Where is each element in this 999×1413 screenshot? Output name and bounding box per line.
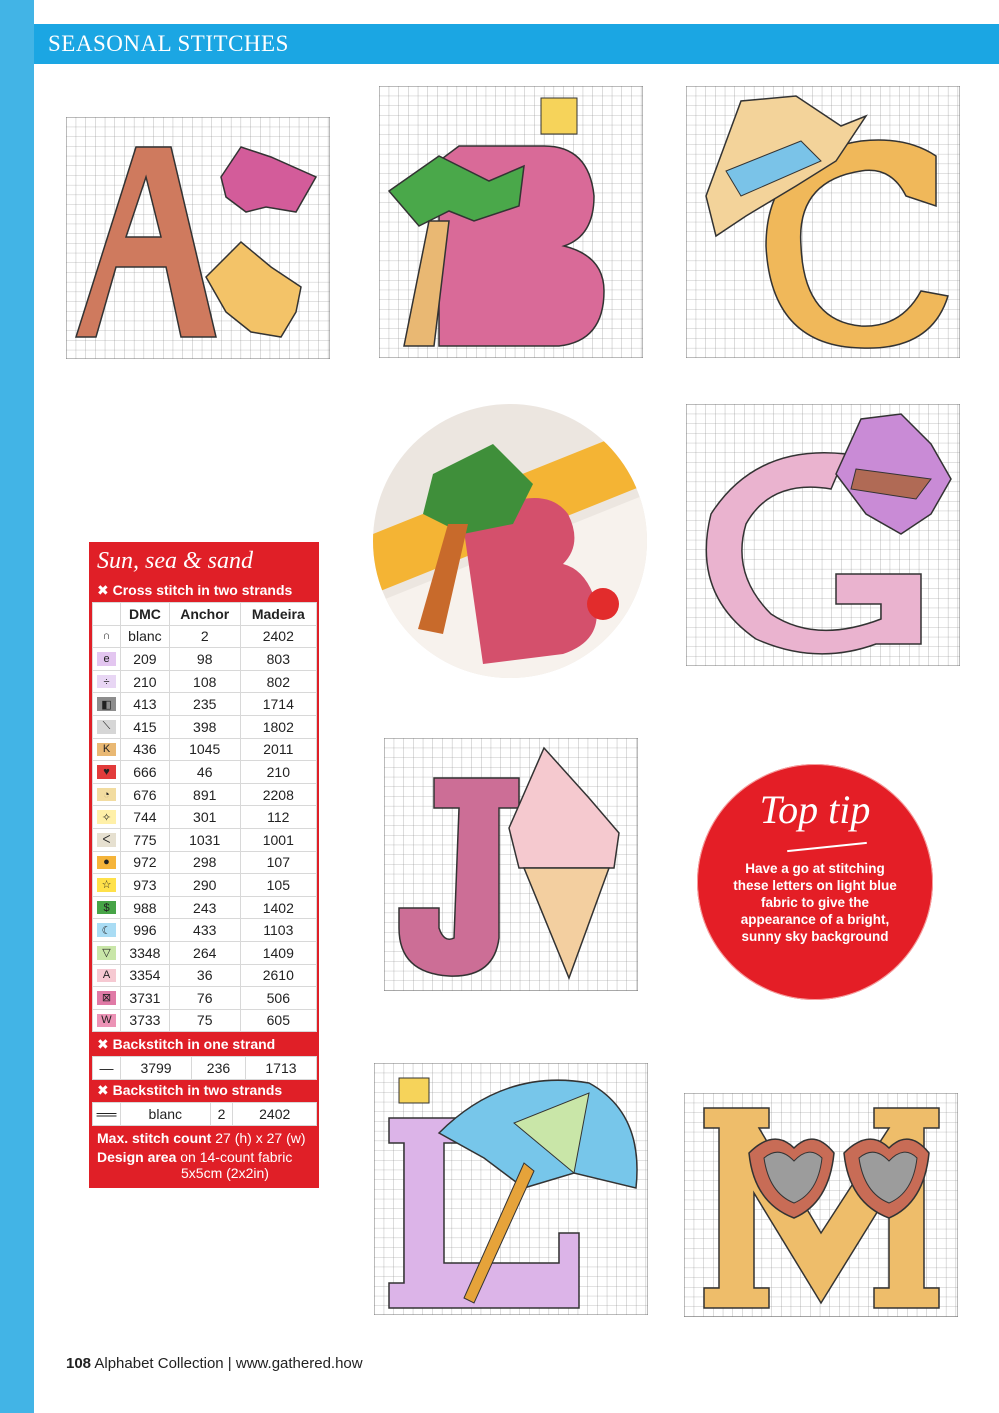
anchor-cell: 301 <box>169 806 240 829</box>
symbol-cell: ⊠ <box>93 987 121 1010</box>
backstitch-two-heading: ✖ Backstitch in two strands <box>97 1082 283 1098</box>
sun-shape <box>541 98 577 134</box>
symbol-cell: ◧ <box>93 693 121 716</box>
symbol-column-header <box>93 603 121 626</box>
backstitch-one-heading: ✖ Backstitch in one strand <box>97 1036 276 1052</box>
anchor-cell: 433 <box>169 919 240 942</box>
table-row <box>93 941 317 964</box>
table-row <box>93 851 317 874</box>
dmc-cell: 3733 <box>121 1009 170 1032</box>
max-stitch-count <box>97 1130 306 1146</box>
madeira-cell: 2011 <box>240 738 316 761</box>
symbol-cell: K <box>93 738 121 761</box>
chart-g-grid <box>686 404 960 666</box>
dmc-column-header: DMC <box>121 603 170 626</box>
chart-c-grid <box>686 86 960 358</box>
anchor-cell: 236 <box>192 1057 246 1080</box>
madeira-cell: 2610 <box>240 964 316 987</box>
chart-letter-m <box>684 1093 958 1317</box>
table-row <box>93 1057 317 1080</box>
madeira-cell: 105 <box>240 874 316 897</box>
madeira-cell: 1802 <box>240 715 316 738</box>
symbol-cell: ✧ <box>93 806 121 829</box>
table-row <box>93 693 317 716</box>
backstitch-two-table <box>92 1102 317 1126</box>
anchor-cell: 36 <box>169 964 240 987</box>
max-value: 27 (h) x 27 (w) <box>215 1130 306 1146</box>
symbol-cell: e <box>93 648 121 671</box>
anchor-cell: 235 <box>169 693 240 716</box>
anchor-cell: 108 <box>169 670 240 693</box>
anchor-cell: 75 <box>169 1009 240 1032</box>
table-row <box>93 874 317 897</box>
photo-illustration <box>373 404 647 678</box>
backstitch-symbol: — <box>93 1057 121 1080</box>
dmc-cell: 973 <box>121 874 170 897</box>
stitched-sample-photo <box>373 404 647 678</box>
symbol-cell: ⟍ <box>93 715 121 738</box>
chart-a-grid <box>66 117 330 359</box>
page-spine-bar <box>0 0 34 1413</box>
dmc-cell: blanc <box>121 625 170 648</box>
chart-m-grid <box>684 1093 958 1317</box>
madeira-cell: 2208 <box>240 783 316 806</box>
symbol-cell: ☆ <box>93 874 121 897</box>
footer-text: Alphabet Collection | www.gathered.how <box>94 1355 363 1372</box>
anchor-cell: 298 <box>169 851 240 874</box>
dmc-cell: 996 <box>121 919 170 942</box>
madeira-cell: 1103 <box>240 919 316 942</box>
madeira-cell: 605 <box>240 1009 316 1032</box>
chart-j-grid <box>384 738 638 991</box>
anchor-cell: 1045 <box>169 738 240 761</box>
table-row <box>93 761 317 784</box>
madeira-cell: 2402 <box>233 1103 317 1126</box>
anchor-cell: 290 <box>169 874 240 897</box>
chart-letter-l <box>374 1063 648 1315</box>
anchor-cell: 2 <box>169 625 240 648</box>
chart-l-grid <box>374 1063 648 1315</box>
madeira-cell: 210 <box>240 761 316 784</box>
symbol-cell: W <box>93 1009 121 1032</box>
section-header <box>34 24 999 64</box>
table-row <box>93 806 317 829</box>
chart-letter-j <box>384 738 638 991</box>
anchor-cell: 398 <box>169 715 240 738</box>
dmc-cell: 988 <box>121 896 170 919</box>
key-header-row <box>93 603 317 626</box>
madeira-cell: 1402 <box>240 896 316 919</box>
dmc-cell: 3348 <box>121 941 170 964</box>
table-row <box>93 828 317 851</box>
chart-letter-g <box>686 404 960 666</box>
tip-body: Have a go at stitching these letters on light blue fabric to give the appearance of a bright, sunny sky background <box>733 861 897 944</box>
table-row <box>93 1103 317 1126</box>
chart-letter-a <box>66 117 330 359</box>
table-row <box>93 896 317 919</box>
table-row <box>93 1009 317 1032</box>
dmc-cell: 209 <box>121 648 170 671</box>
symbol-cell: $ <box>93 896 121 919</box>
table-row <box>93 987 317 1010</box>
symbol-cell: ☾ <box>93 919 121 942</box>
table-row <box>93 738 317 761</box>
madeira-cell: 1714 <box>240 693 316 716</box>
symbol-cell: ◔ <box>93 783 121 806</box>
chart-letter-b <box>379 86 643 358</box>
table-row <box>93 783 317 806</box>
anchor-cell: 891 <box>169 783 240 806</box>
anchor-cell: 98 <box>169 648 240 671</box>
madeira-column-header: Madeira <box>240 603 316 626</box>
anchor-cell: 264 <box>169 941 240 964</box>
anchor-column-header: Anchor <box>169 603 240 626</box>
anchor-cell: 46 <box>169 761 240 784</box>
tip-underline <box>787 842 867 852</box>
section-title: SEASONAL STITCHES <box>48 31 289 56</box>
dmc-cell: 415 <box>121 715 170 738</box>
symbol-cell: ♥ <box>93 761 121 784</box>
chart-b-grid <box>379 86 643 358</box>
anchor-cell: 76 <box>169 987 240 1010</box>
table-row <box>93 964 317 987</box>
madeira-cell: 112 <box>240 806 316 829</box>
anchor-cell: 2 <box>210 1103 233 1126</box>
design-value-size: 5x5cm (2x2in) <box>181 1165 269 1181</box>
backstitch-one-table <box>92 1056 317 1080</box>
dmc-cell: blanc <box>121 1103 211 1126</box>
top-tip-badge <box>697 764 933 1000</box>
symbol-cell: ÷ <box>93 670 121 693</box>
table-row <box>93 919 317 942</box>
design-label: Design area <box>97 1149 177 1165</box>
page-footer <box>66 1355 363 1372</box>
dmc-cell: 3799 <box>121 1057 192 1080</box>
table-row <box>93 715 317 738</box>
madeira-cell: 107 <box>240 851 316 874</box>
thread-key-panel <box>89 542 319 1188</box>
madeira-cell: 1713 <box>245 1057 316 1080</box>
madeira-cell: 802 <box>240 670 316 693</box>
dmc-cell: 775 <box>121 828 170 851</box>
dmc-cell: 3354 <box>121 964 170 987</box>
symbol-cell: ∩ <box>93 625 121 648</box>
dmc-cell: 972 <box>121 851 170 874</box>
dmc-cell: 3731 <box>121 987 170 1010</box>
max-label: Max. stitch count <box>97 1130 212 1146</box>
table-row <box>93 670 317 693</box>
anchor-cell: 243 <box>169 896 240 919</box>
dmc-cell: 210 <box>121 670 170 693</box>
key-title: Sun, sea & sand <box>97 548 253 574</box>
dmc-cell: 676 <box>121 783 170 806</box>
madeira-cell: 803 <box>240 648 316 671</box>
dmc-cell: 744 <box>121 806 170 829</box>
table-row <box>93 648 317 671</box>
madeira-cell: 506 <box>240 987 316 1010</box>
chart-letter-c <box>686 86 960 358</box>
symbol-cell: ᐸ <box>93 828 121 851</box>
dmc-cell: 413 <box>121 693 170 716</box>
symbol-cell: A <box>93 964 121 987</box>
backstitch-symbol: ══ <box>93 1103 121 1126</box>
page-number: 108 <box>66 1355 92 1372</box>
cross-stitch-heading: ✖ Cross stitch in two strands <box>97 582 293 598</box>
madeira-cell: 1409 <box>240 941 316 964</box>
symbol-cell: ● <box>93 851 121 874</box>
symbol-cell: ▽ <box>93 941 121 964</box>
dmc-cell: 436 <box>121 738 170 761</box>
dmc-cell: 666 <box>121 761 170 784</box>
design-value: on 14-count fabric <box>180 1149 293 1165</box>
tip-title: Top tip <box>759 787 871 832</box>
madeira-cell: 1001 <box>240 828 316 851</box>
thread-key-table <box>92 602 317 1032</box>
madeira-cell: 2402 <box>240 625 316 648</box>
sun-shape <box>399 1078 429 1103</box>
anchor-cell: 1031 <box>169 828 240 851</box>
table-row <box>93 625 317 648</box>
design-area <box>97 1149 292 1181</box>
